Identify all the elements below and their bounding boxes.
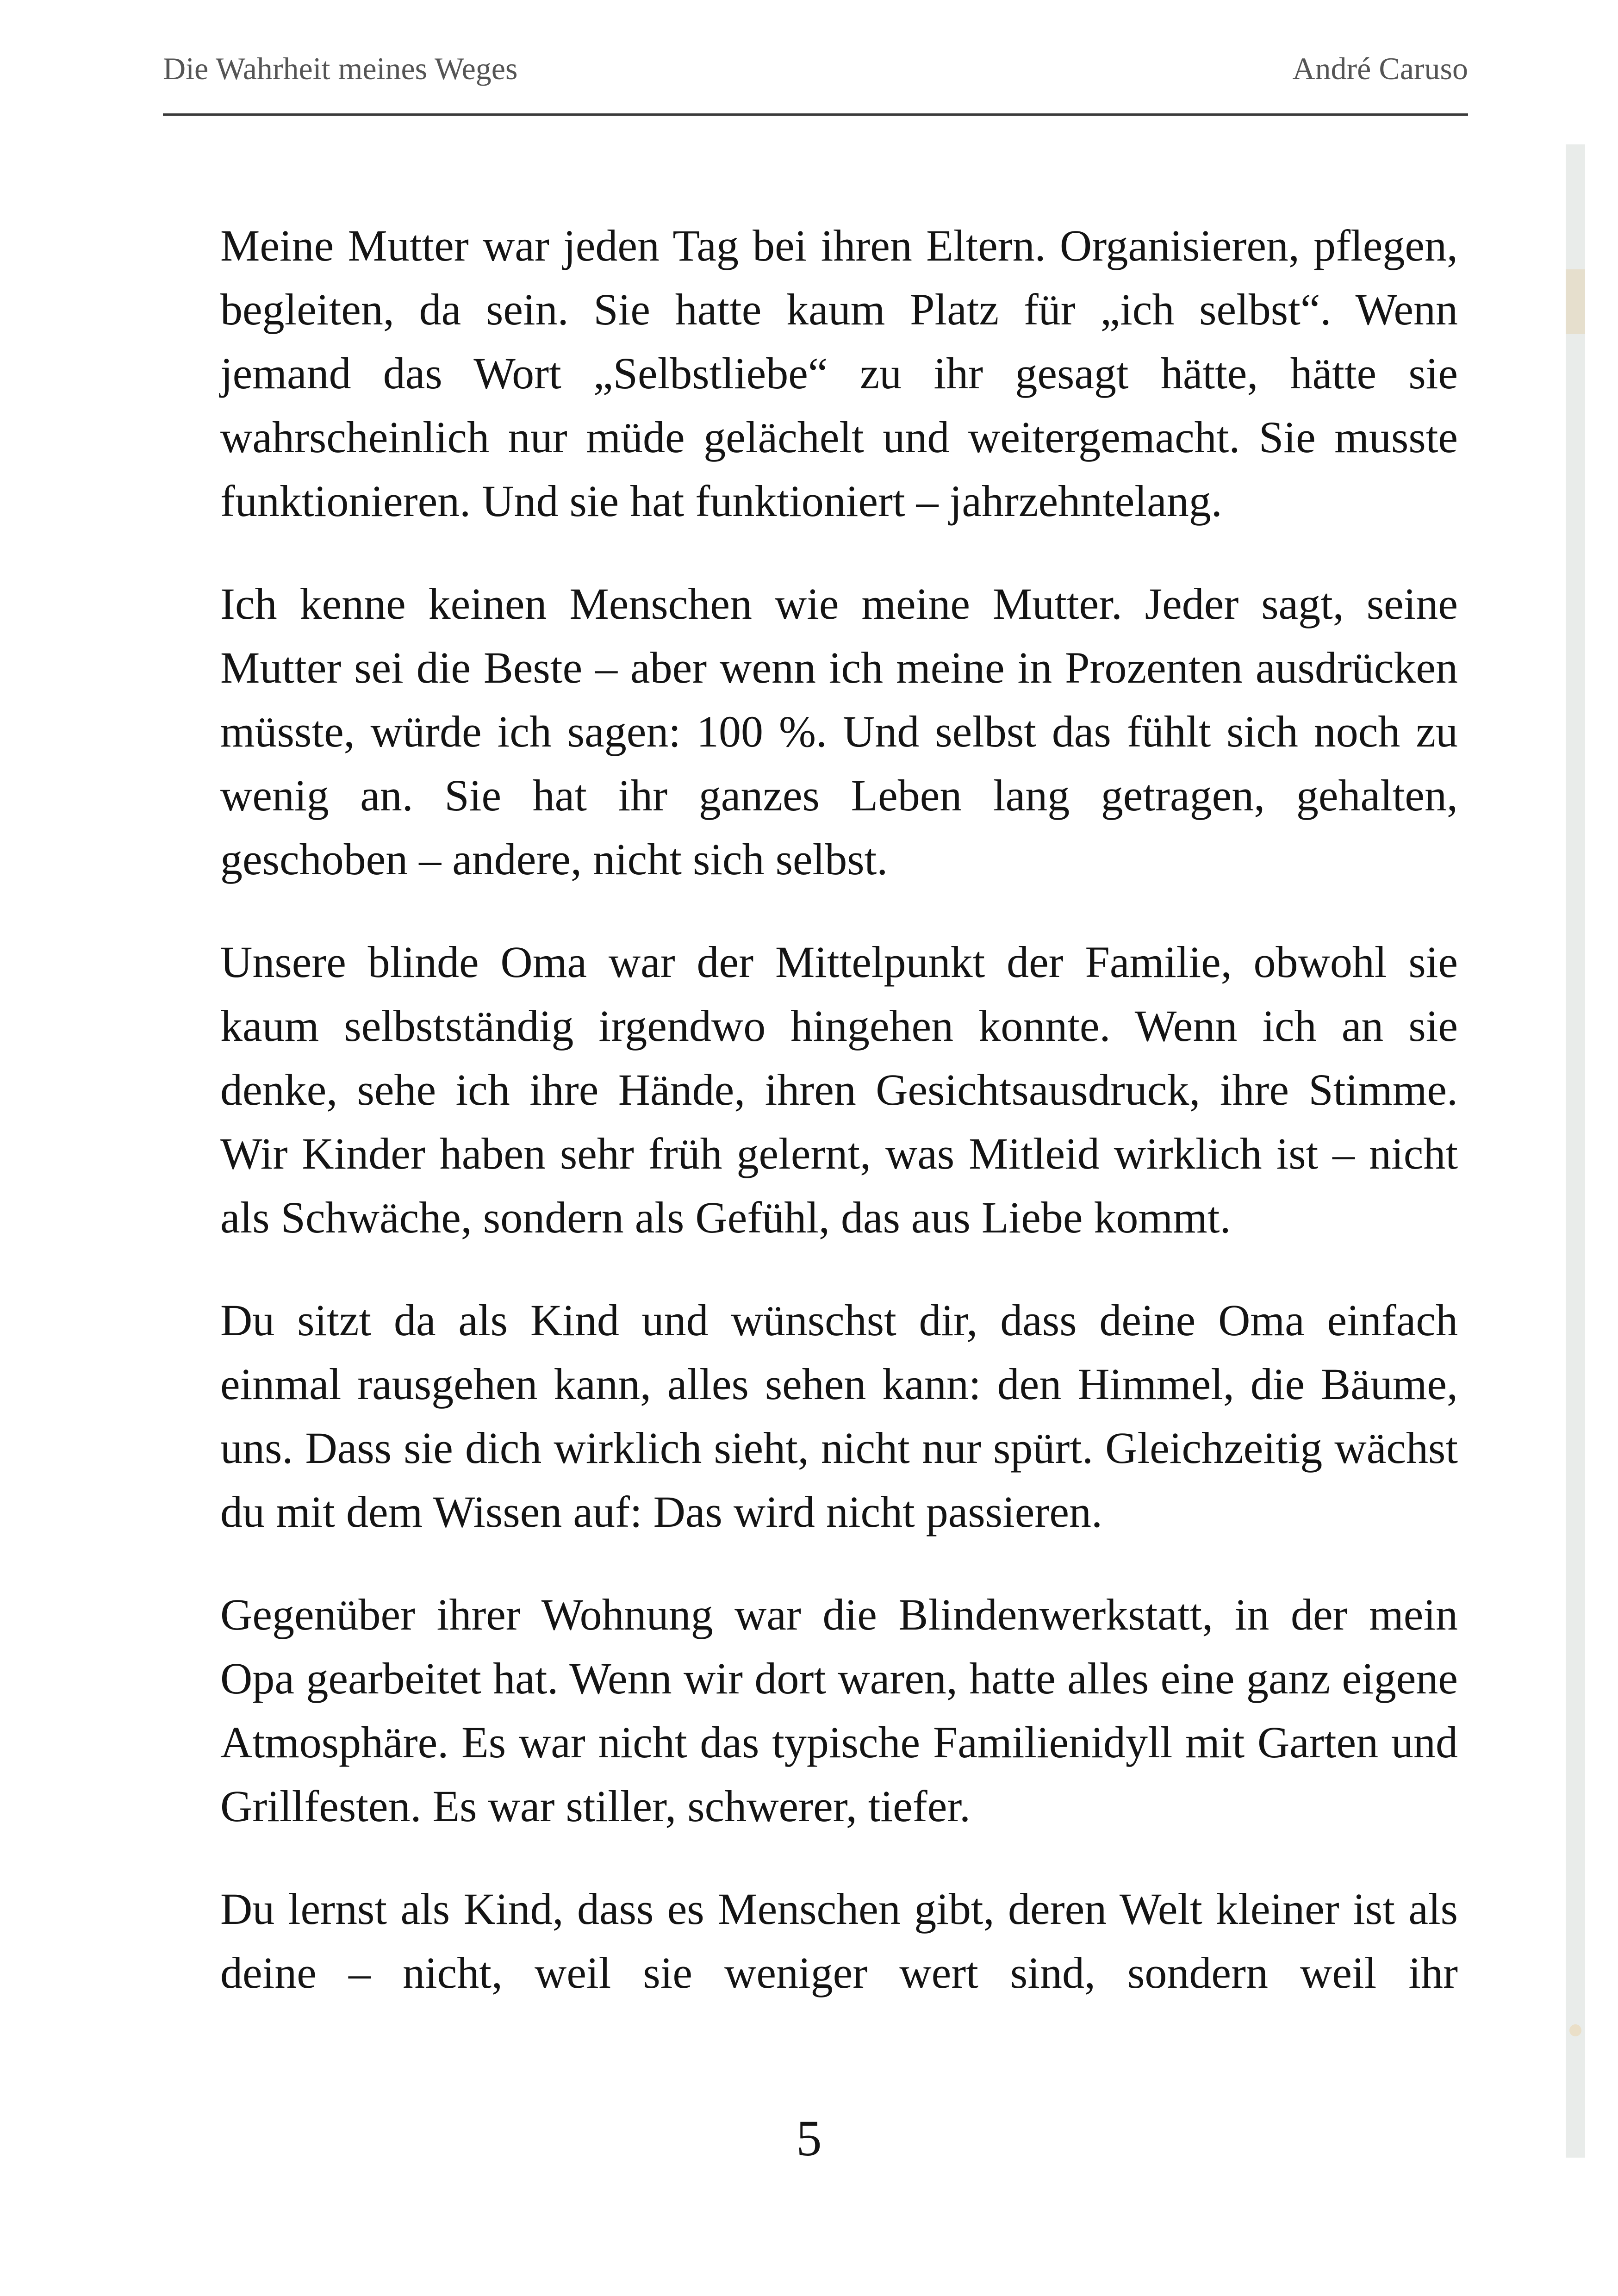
paragraph: Du sitzt da als Kind und wünschst dir, dass deine Oma einfach einmal rausgehen kann, alles sehen kann: den Himmel, die Bäume, uns. Dass sie dich wirklich sieht, nicht nur spürt. Gleichzeitig wächst du mit dem Wissen auf: Das wird nicht passieren. [220, 1295, 1458, 1537]
paragraph: Du lernst als Kind, dass es Menschen gibt, deren Welt kleiner ist als deine – nicht, weil sie weniger wert sind, sondern weil ihr [220, 1884, 1458, 1997]
paragraph: Ich kenne keinen Menschen wie meine Mutter. Jeder sagt, seine Mutter sei die Beste – aber wenn ich meine in Prozenten ausdrücken müsste, würde ich sagen: 100 %. Und selbst das fühlt sich noch zu wenig an. Sie hat ihr ganzes Leben lang getragen, gehalten, geschoben – andere, nicht sich selbst. [220, 579, 1458, 884]
paragraph: Meine Mutter war jeden Tag bei ihren Eltern. Organisieren, pflegen, begleiten, da sein. Sie hatte kaum Platz für „ich selbst“. Wenn jemand das Wort „Selbstliebe“ zu ihr gesagt hätte, hätte sie wahrscheinlich nur müde gelächelt und weitergemacht. Sie musste funktionieren. Und sie hat funktioniert – jahrzehntelang. [220, 221, 1458, 526]
running-header [163, 46, 1468, 116]
scrollbar-thumb[interactable] [1566, 269, 1585, 334]
bookmark-marker[interactable] [1569, 2024, 1581, 2036]
author-name: André Caruso [1292, 51, 1468, 86]
body-text [220, 214, 1458, 2044]
paragraph: Gegenüber ihrer Wohnung war die Blindenwerkstatt, in der mein Opa gearbeitet hat. Wenn wir dort waren, hatte alles eine ganz eigene Atmosphäre. Es war nicht das typische Familienidyll mit Garten und Grillfesten. Es war stiller, schwerer, tiefer. [220, 1590, 1458, 1831]
page-number: 5 [796, 2110, 822, 2166]
paragraph: Unsere blinde Oma war der Mittelpunkt der Familie, obwohl sie kaum selbstständig irgendwo hingehen konnte. Wenn ich an sie denke, sehe ich ihre Hände, ihren Gesichtsausdruck, ihre Stimme. Wir Kinder haben sehr früh gelernt, was Mitleid wirklich ist – nicht als Schwäche, sondern als Gefühl, das aus Liebe kommt. [220, 937, 1458, 1242]
scrollbar[interactable] [1566, 144, 1585, 2158]
book-title: Die Wahrheit meines Weges [163, 51, 518, 86]
